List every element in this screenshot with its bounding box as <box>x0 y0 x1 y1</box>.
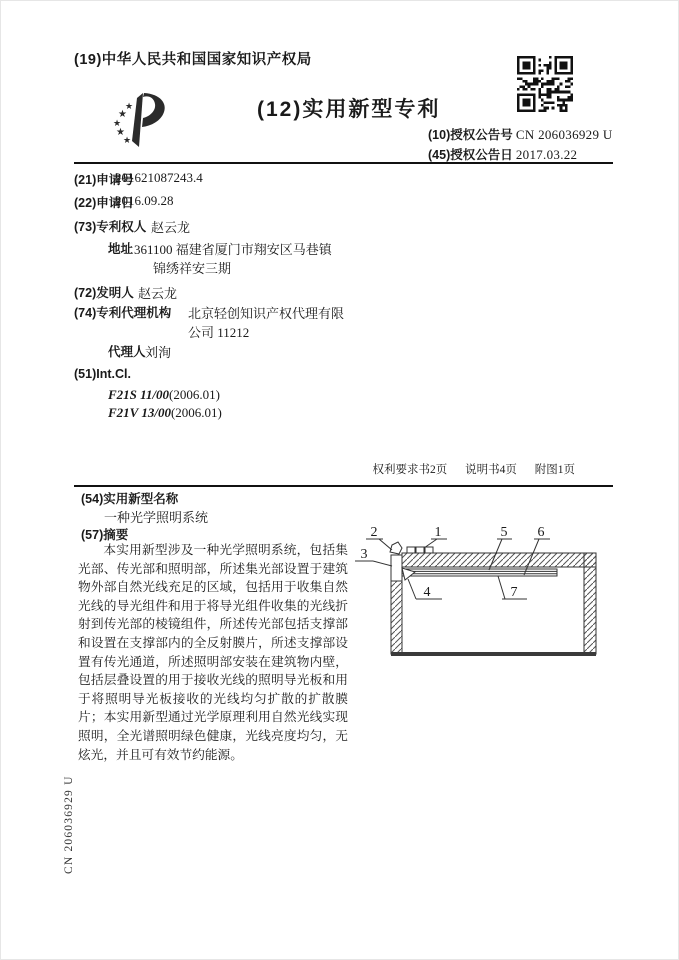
section-rule <box>74 485 613 487</box>
side-document-code: CN 206036929 U <box>63 775 75 874</box>
qr-code-icon <box>517 56 573 112</box>
figure-ref-2: 2 <box>370 525 378 540</box>
address-value-line2: 锦绣祥安三期 <box>153 261 232 276</box>
pub-number-label: (10)授权公告号 <box>428 128 513 142</box>
agency-value-line1: 北京轻创知识产权代理有限 <box>188 306 345 321</box>
int-cl-label: (51)Int.Cl. <box>74 367 131 381</box>
application-number-value: 201621087243.4 <box>115 170 203 185</box>
collector-housing <box>391 555 402 581</box>
description-pages: 说明书4页 <box>465 464 517 476</box>
header-rule <box>74 162 613 164</box>
logo-star-icon: ★ <box>125 101 134 111</box>
logo-star-icon: ★ <box>123 135 132 145</box>
issuing-office-title: (19)中华人民共和国国家知识产权局 <box>74 52 312 68</box>
utility-model-name-label: (54)实用新型名称 <box>81 492 179 506</box>
inventor-label: (72)发明人 <box>74 286 134 300</box>
patentee-value: 赵云龙 <box>151 220 191 235</box>
logo-stem <box>132 93 143 147</box>
figure-ref-6: 6 <box>537 525 545 540</box>
pub-number-value: CN 206036929 U <box>515 127 613 142</box>
floor-line <box>391 652 596 656</box>
logo-star-icon: ★ <box>118 109 127 120</box>
figure-ref-7: 7 <box>510 585 518 600</box>
address-value-line1: 361100 福建省厦门市翔安区马巷镇 <box>134 242 332 257</box>
hatched-left-wall <box>391 581 402 654</box>
hatched-ceiling <box>402 553 596 567</box>
publication-date-row <box>428 145 577 163</box>
logo-star-icon: ★ <box>113 118 122 128</box>
light-plate <box>402 569 557 576</box>
application-date-label: (22)申请日 <box>74 196 134 210</box>
patent-figure <box>353 517 623 667</box>
agency-label: (74)专利代理机构 <box>74 306 172 320</box>
pages-summary <box>373 461 576 477</box>
collector-head <box>390 542 402 554</box>
int-cl-code: F21V 13/00 <box>108 405 171 420</box>
figure-ref-1: 1 <box>434 525 442 540</box>
int-cl-version: (2006.01) <box>169 387 220 402</box>
agent-label: 代理人 <box>108 345 146 359</box>
figure-ref-5: 5 <box>500 525 508 540</box>
patentee-label: (73)专利权人 <box>74 220 147 234</box>
application-date-value: 2016.09.28 <box>115 193 174 208</box>
cnipa-logo-icon <box>111 91 175 149</box>
logo-star-icon: ★ <box>116 127 125 138</box>
utility-model-name-value: 一种光学照明系统 <box>104 510 209 525</box>
int-cl-entry <box>108 387 220 403</box>
pub-date-label: (45)授权公告日 <box>428 148 513 162</box>
int-cl-entry <box>108 405 222 421</box>
abstract-label: (57)摘要 <box>81 528 129 542</box>
application-number-label: (21)申请号 <box>74 173 134 187</box>
drawings-pages: 附图1页 <box>534 464 575 476</box>
claims-pages: 权利要求书2页 <box>372 464 448 476</box>
agency-value-line2: 公司 11212 <box>188 325 250 340</box>
abstract-text: 本实用新型涉及一种光学照明系统，包括集光部、传光部和照明部，所述集光部设置于建筑物外部自然光线充足的区域，包括用于收集自然光线的导光组件和用于将导光组件收集的光线折射到传光部的棱镜组件，所述传光部包括支撑部和设置在支撑部内的全反射膜片，所述支撑部设置有传光通道，所述照明部安装在建筑物内壁，包括层叠设置的用于接收光线的照明导光板和用于将照明导光板接收的光线均匀扩散的扩散膜片；本实用新型通过光学原理利用自然光线实现照明，全光谱照明绿色健康，光线亮度均匀，无炫光，并且可有效节约能源。 <box>78 543 348 762</box>
logo-bowl <box>142 93 165 127</box>
agent-value: 刘洵 <box>145 345 172 360</box>
int-cl-version: (2006.01) <box>170 405 222 420</box>
pub-date-value: 2017.03.22 <box>515 147 578 162</box>
hatched-right-wall <box>584 553 596 654</box>
collector-boxes <box>407 547 433 553</box>
int-cl-code: F21S 11/00 <box>108 387 170 402</box>
figure-ref-4: 4 <box>423 585 431 600</box>
document-kind-title: (12)实用新型专利 <box>257 98 441 121</box>
figure-ref-3: 3 <box>360 547 368 562</box>
inventor-value: 赵云龙 <box>138 286 178 301</box>
publication-number-row <box>428 125 613 143</box>
address-label: 地址 <box>108 242 134 256</box>
